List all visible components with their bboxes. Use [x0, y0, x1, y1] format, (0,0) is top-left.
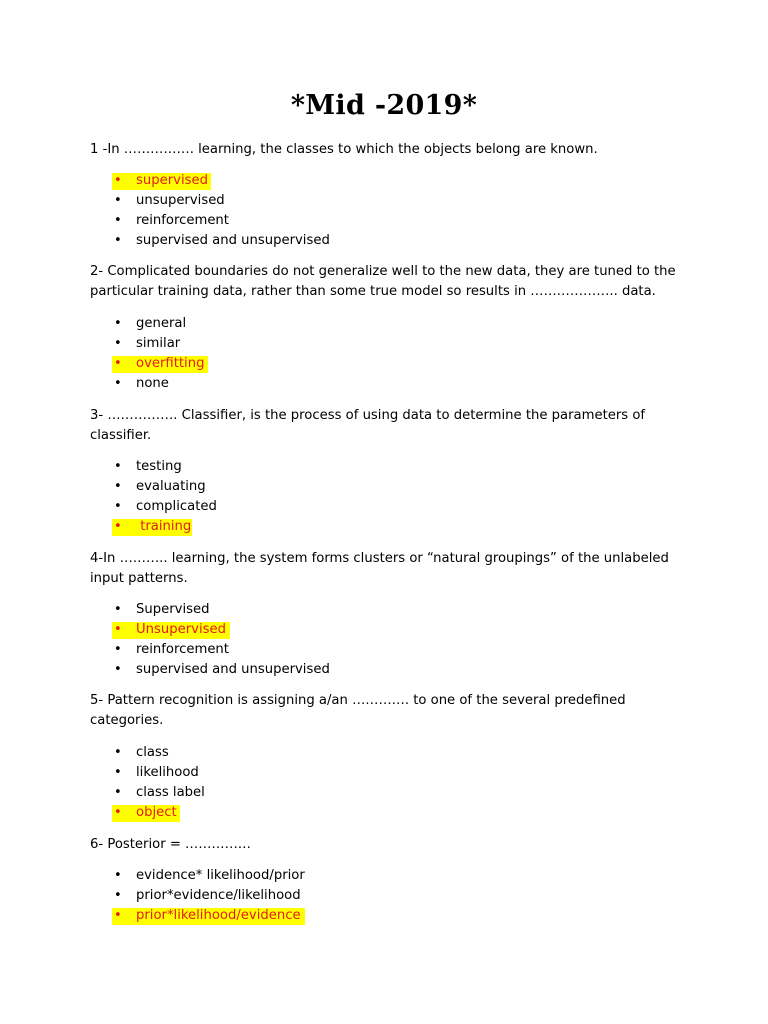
option: • none — [112, 374, 204, 394]
option: • general — [112, 314, 204, 334]
bullet-icon: • — [114, 888, 122, 903]
bullet-icon: • — [114, 805, 122, 820]
options-list-5 — [112, 743, 205, 823]
option: • likelihood — [112, 763, 205, 783]
options-list-2 — [112, 314, 204, 394]
bullet-icon: • — [114, 213, 122, 228]
bullet-icon: • — [114, 499, 122, 514]
options-list-3 — [112, 457, 217, 537]
bullet-icon: • — [114, 316, 122, 331]
bullet-icon: • — [114, 642, 122, 657]
bullet-icon: • — [114, 622, 122, 637]
option: • Supervised — [112, 600, 330, 620]
option: • evidence* likelihood/prior — [112, 866, 305, 886]
option-answer: • training — [112, 517, 217, 537]
option: • reinforcement — [112, 211, 330, 231]
bullet-icon: • — [114, 173, 122, 188]
question-6: 6- Posterior = …………… — [90, 837, 251, 852]
option: • complicated — [112, 497, 217, 517]
option: • reinforcement — [112, 640, 330, 660]
bullet-icon: • — [114, 868, 122, 883]
question-1: 1 -In ……………. learning, the classes to which the objects belong are known. — [90, 142, 598, 157]
option: • unsupervised — [112, 191, 330, 211]
option: • similar — [112, 334, 204, 354]
bullet-icon: • — [114, 908, 122, 923]
bullet-icon: • — [114, 519, 122, 534]
option: • supervised and unsupervised — [112, 660, 330, 680]
bullet-icon: • — [114, 479, 122, 494]
question-3: 3- ……………. Classifier, is the process of using data to determine the parameters of classifier. — [90, 408, 646, 443]
bullet-icon: • — [114, 233, 122, 248]
options-list-4 — [112, 600, 330, 680]
option-answer: • object — [112, 803, 205, 823]
options-list-6 — [112, 866, 305, 926]
option: • prior*evidence/likelihood — [112, 886, 305, 906]
option: • testing — [112, 457, 217, 477]
bullet-icon: • — [114, 356, 122, 371]
bullet-icon: • — [114, 376, 122, 391]
option: • class label — [112, 783, 205, 803]
bullet-icon: • — [114, 602, 122, 617]
bullet-icon: • — [114, 765, 122, 780]
option: • supervised and unsupervised — [112, 231, 330, 251]
page-title: *Mid -2019* — [290, 90, 478, 121]
question-2: 2- Complicated boundaries do not generalize well to the new data, they are tuned to the particular training data, rather than some true model so results in ……………….. data. — [90, 264, 676, 299]
bullet-icon: • — [114, 459, 122, 474]
option: • evaluating — [112, 477, 217, 497]
question-5: 5- Pattern recognition is assigning a/an …………. to one of the several predefined categories. — [90, 693, 626, 728]
bullet-icon: • — [114, 336, 122, 351]
bullet-icon: • — [114, 745, 122, 760]
bullet-icon: • — [114, 785, 122, 800]
option-answer: • supervised — [112, 171, 330, 191]
options-list-1 — [112, 171, 330, 251]
option: • class — [112, 743, 205, 763]
bullet-icon: • — [114, 193, 122, 208]
option-answer: • prior*likelihood/evidence — [112, 906, 305, 926]
option-answer: • overfitting — [112, 354, 204, 374]
question-4: 4-In ……….. learning, the system forms clusters or “natural groupings” of the unlabeled input patterns. — [90, 551, 669, 586]
bullet-icon: • — [114, 662, 122, 677]
option-answer: • Unsupervised — [112, 620, 330, 640]
